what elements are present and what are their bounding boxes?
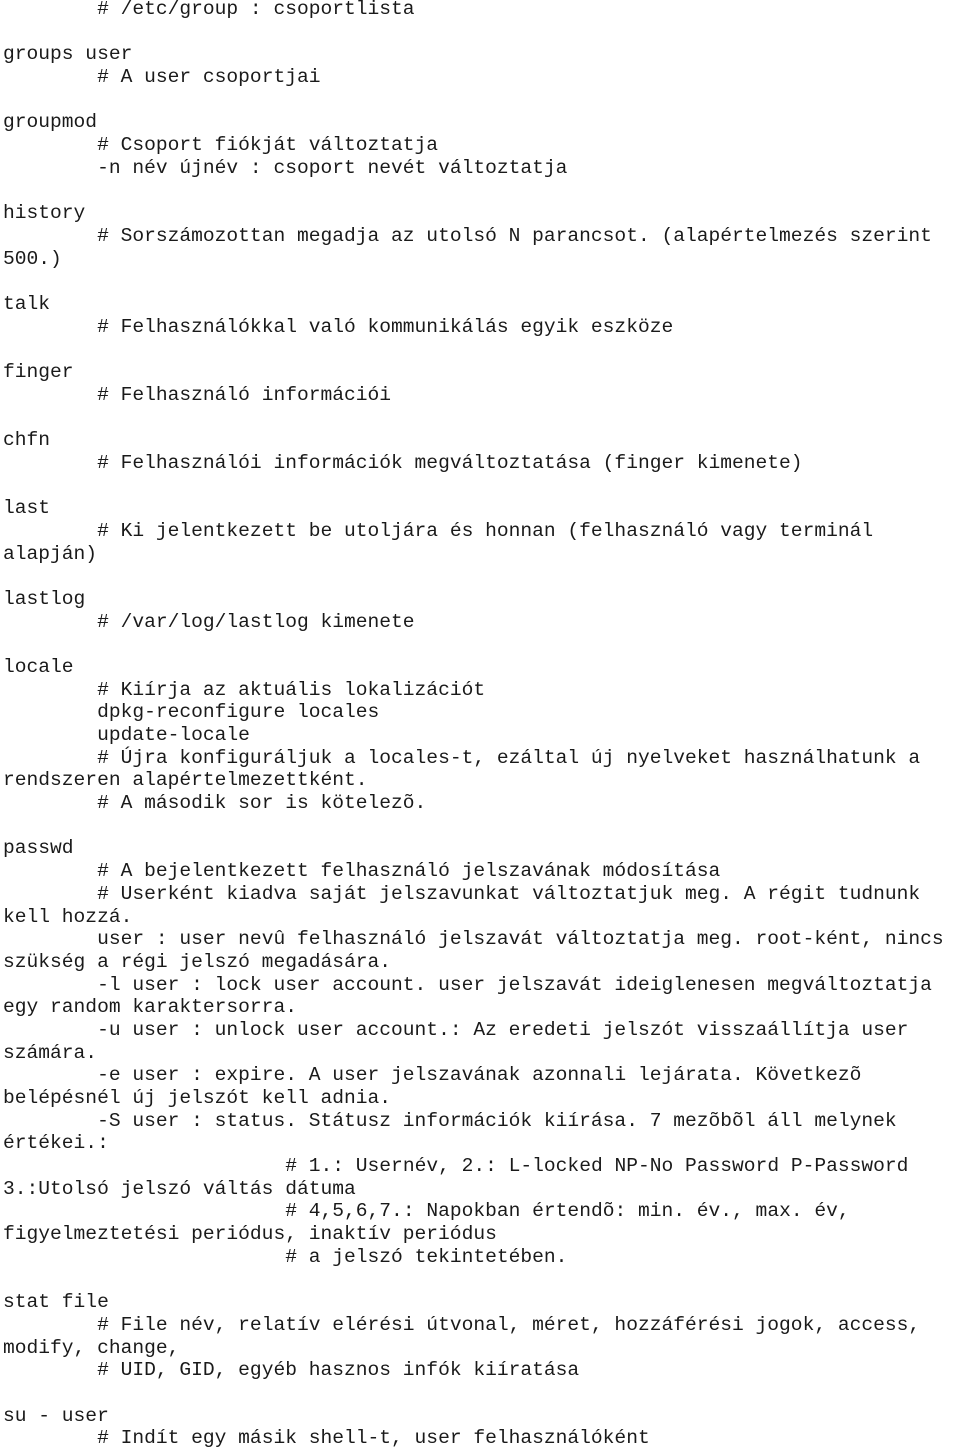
command-line: su - user [3,1404,109,1427]
comment-line: # 1.: Usernév, 2.: L-locked NP-No Password P-Password [285,1155,909,1178]
command-line: talk [3,292,51,315]
command-line: modify, change, [3,1336,180,1359]
comment-line: user : user nevû felhasználó jelszavát változtatja meg. root-ként, nincs [97,928,944,951]
blank-line [3,1269,960,1292]
command-line: stat file [3,1291,109,1314]
comment-line: # Csoport fiókját változtatja [97,134,439,157]
blank-line [3,180,960,203]
comment-line: -S user : status. Státusz információk kiírása. 7 mezõbõl áll melynek [97,1109,897,1132]
comment-line: -e user : expire. A user jelszavának azonnali lejárata. Következõ [97,1064,862,1087]
comment-line: dpkg-reconfigure locales [97,701,380,724]
comment-line: # A bejelentkezett felhasználó jelszavának módosítása [97,860,721,883]
comment-line: # File név, relatív elérési útvonal, méret, hozzáférési jogok, access, [97,1313,921,1336]
command-line: passwd [3,837,74,860]
comment-line: # a jelszó tekintetében. [285,1245,568,1268]
command-line: lastlog [3,587,86,610]
command-line: egy random karaktersorra. [3,996,297,1019]
blank-line [3,406,960,429]
blank-line [3,1382,960,1405]
command-line: last [3,497,51,520]
command-line: figyelmeztetési periódus, inaktív periódus [3,1223,497,1246]
command-line: rendszeren alapértelmezettként. [3,769,368,792]
blank-line [3,270,960,293]
command-line: 3.:Utolsó jelszó váltás dátuma [3,1177,356,1200]
comment-line: # /var/log/lastlog kimenete [97,610,415,633]
command-line: alapján) [3,542,98,565]
document-body [3,0,960,1450]
command-line: értékei.: [3,1132,109,1155]
comment-line: -l user : lock user account. user jelszavát ideiglenesen megváltoztatja [97,973,932,996]
blank-line [3,338,960,361]
comment-line: update-locale [97,724,250,746]
comment-line: -n név újnév : csoport nevét változtatja [97,156,568,179]
comment-line: # Felhasználói információk megváltoztatása (finger kimenete) [97,451,803,474]
comment-line: # A user csoportjai [97,66,321,89]
comment-line: # Ki jelentkezett be utoljára és honnan (felhasználó vagy terminál [97,519,874,542]
command-line: locale [3,655,74,678]
command-line: szükség a régi jelszó megadására. [3,950,392,973]
command-line: history [3,202,86,225]
command-line: groups user [3,43,133,66]
command-line: finger [3,361,74,383]
comment-line: # A második sor is kötelezõ. [97,792,427,815]
command-line: számára. [3,1041,98,1064]
command-line: belépésnél új jelszót kell adnia. [3,1087,392,1109]
comment-line: -u user : unlock user account.: Az eredeti jelszót visszaállítja user [97,1018,909,1041]
comment-line: # Userként kiadva saját jelszavunkat változtatjuk meg. A régit tudnunk [97,882,921,905]
comment-line: # 4,5,6,7.: Napokban értendõ: min. év., max. év, [285,1200,850,1223]
blank-line [3,815,960,838]
comment-line: # Sorszámozottan megadja az utolsó N parancsot. (alapértelmezés szerint [97,224,932,247]
comment-line: # Újra konfiguráljuk a locales-t, ezáltal új nyelveket használhatunk a [97,746,921,769]
comment-line: # Felhasználó információi [97,383,392,406]
blank-line [3,21,960,44]
comment-line: # Felhasználókkal való kommunikálás egyik eszköze [97,315,674,338]
blank-line [3,474,960,497]
blank-line [3,633,960,656]
comment-line: # Kiírja az aktuális lokalizációt [97,678,486,701]
blank-line [3,565,960,588]
command-line: groupmod [3,111,98,134]
command-line: kell hozzá. [3,905,133,928]
command-line: chfn [3,429,51,452]
comment-line: # UID, GID, egyéb hasznos infók kiíratása [97,1359,580,1382]
comment-line: # Indít egy másik shell-t, user felhasználóként [97,1427,650,1450]
command-line: 500.) [3,247,62,270]
blank-line [3,89,960,112]
comment-line: # /etc/group : csoportlista [97,0,415,20]
